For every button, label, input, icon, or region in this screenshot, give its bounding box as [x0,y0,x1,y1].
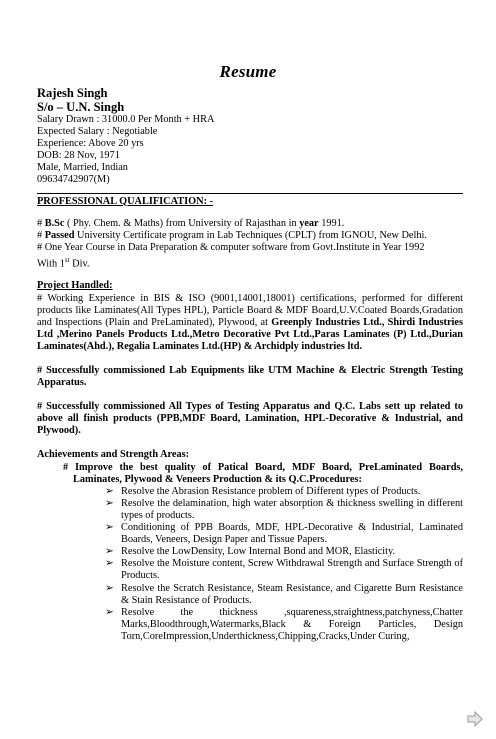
list-item: ➢ Conditioning of PPB Boards, MDF, HPL-Decorative & Industrial, Laminated Boards, Veneers, Design Paper and Tissue Papers. [105,522,463,546]
arrow-bullet-icon: ➢ [105,485,114,497]
arrow-bullet-icon: ➢ [105,558,114,570]
commission-testing-apparatus: # Successfully commissioned All Types of Testing Apparatus and Q.C. Labs sett up related to above all finish products (PPB,MDF Board, Lamination, HPL-Decorative & Industrial, and Plywood). [37,401,463,437]
projects-text: # Working Experience in BIS & ISO (9001,14001,18001) certifications, performed for different products like Laminates(All Types HPL), Particle Board & MDF Board,U.V.Coated Boards,Gradation and Inspections (Plain and PreLaminated), Plywood, at Greenply Industries Ltd., Shirdi Industries Ltd ,Merino Panels Products Ltd.,Metro Decorative Pvt Ltd.,Paras Laminates (P) Ltd.,Durian Laminates(Ahd.), Regalia Laminates Ltd.(HP) & Archidply industries ltd. [37,292,463,352]
qualification-item: # One Year Course in Data Preparation & computer software from Govt.Institute in Year 1992 [37,241,425,253]
list-item: ➢ Resolve the Scratch Resistance, Steam Resistance, and Cigarette Burn Resistance & Stain Resistance of Products. [105,582,463,606]
next-page-arrow-icon[interactable] [466,710,484,728]
qualification-item: # B.Sc ( Phy. Chem. & Maths) from University of Rajasthan in year 1991. [37,217,345,229]
phone-number: 09634742907(M) [37,174,110,186]
achievement-main: # Improve the best quality of Patical Board, MDF Board, PreLaminated Boards, Laminates, Plywood & Veneers Production & its Q.C.Procedures: [63,461,463,485]
achievement-list [105,486,463,643]
list-item: ➢ Resolve the Moisture content, Screw Withdrawal Strength and Surface Strength of Products. [105,558,463,582]
candidate-relation: S/o – U.N. Singh [37,100,125,114]
qualification-division: With 1st Div. [37,255,90,270]
candidate-name: Rajesh Singh [37,86,108,100]
expected-salary: Expected Salary : Negotiable [37,126,158,138]
salary-drawn: Salary Drawn : 31000.0 Per Month + HRA [37,114,215,125]
list-item: ➢ Resolve the delamination, high water absorption & thickness swelling in different types of products. [105,497,463,521]
arrow-bullet-icon: ➢ [105,582,114,594]
list-item: ➢ Resolve the thickness ,squareness,straightness,patchyness,Chatter Marks,Bloodthrough,Watermarks,Black & Foreign Particles, Design Torn,CoreImpression,Underthickness,Chipping,Cracks,Under Curing, [105,606,463,642]
resume-content [37,86,463,643]
qualification-heading: PROFESSIONAL QUALIFICATION: - [37,195,214,207]
arrow-bullet-icon: ➢ [105,522,114,534]
qualification-item: # Passed University Certificate program in Lab Techniques (CPLT) from IGNOU, New Delhi. [37,229,427,241]
arrow-bullet-icon: ➢ [105,606,114,618]
personal-status: Male, Married, Indian [37,162,128,174]
date-of-birth: DOB: 28 Nov, 1971 [37,150,120,162]
achievements-heading: Achievements and Strength Areas: [37,449,190,461]
arrow-bullet-icon: ➢ [105,546,114,558]
commission-lab-equipment: # Successfully commissioned Lab Equipments like UTM Machine & Electric Strength Testing Apparatus. [37,365,463,389]
document-title: Resume [219,62,277,81]
divider-line [37,193,463,194]
experience: Experience: Above 20 yrs [37,138,144,150]
list-item: ➢ Resolve the Abrasion Resistance problem of Different types of Products. [105,485,421,497]
list-item: ➢ Resolve the LowDensity, Low Internal Bond and MOR, Elasticity. [105,546,396,558]
projects-heading: Project Handled: [37,280,113,292]
arrow-bullet-icon: ➢ [105,497,114,509]
